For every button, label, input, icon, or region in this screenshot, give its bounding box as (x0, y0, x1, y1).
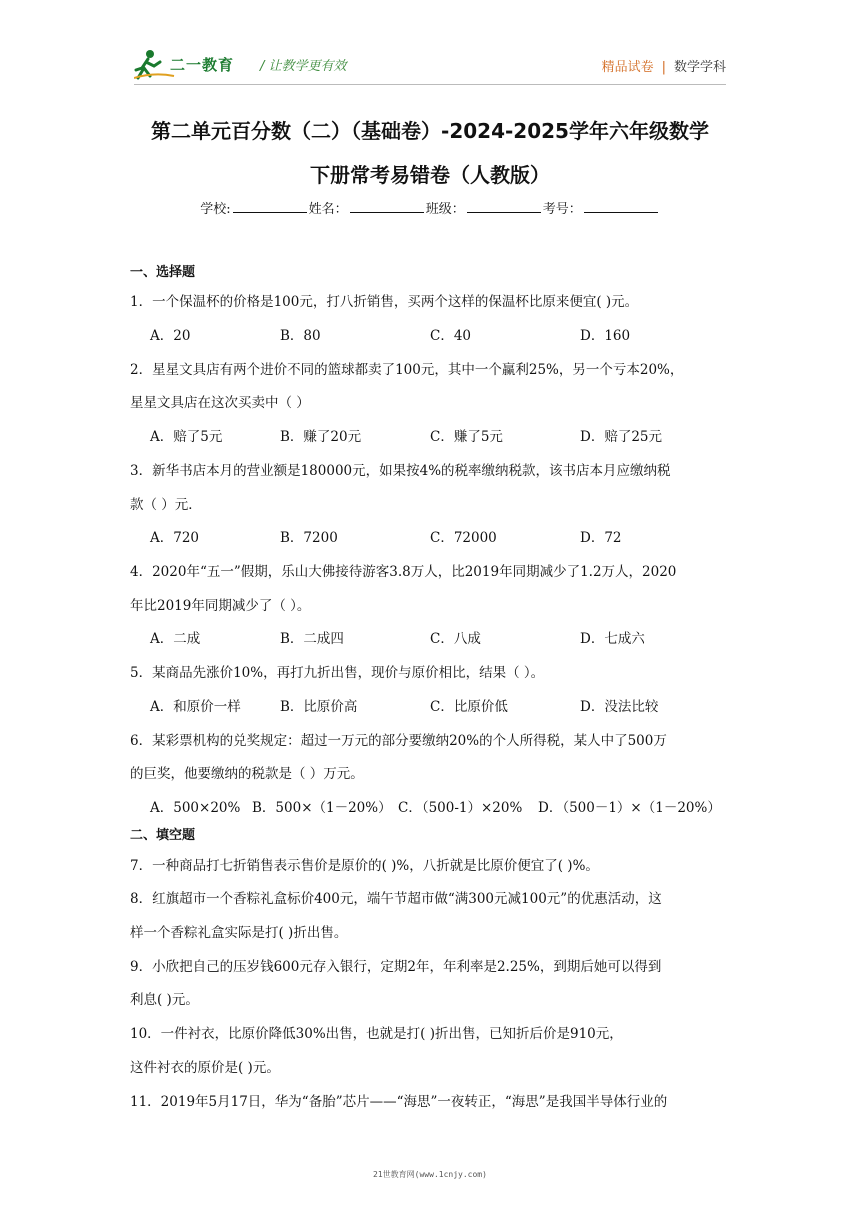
option-d: D．（500－1）×（1－20%） (538, 800, 721, 816)
option-b: B．比原价高 (280, 699, 358, 715)
quality-label: 精品试卷 (601, 60, 654, 75)
option-b: B．二成四 (280, 631, 344, 647)
question-4-line-2: 年比2019年同期减少了（ ）。 (130, 598, 311, 614)
name-label: 姓名： (308, 202, 348, 217)
question-2-line-1: 2．星星文具店有两个进价不同的篮球都卖了100元，其中一个赢利25%，另一个亏本20%， (130, 362, 684, 378)
option-c: C．72000 (430, 530, 497, 546)
subject-label: 数学学科 (673, 60, 726, 75)
section-fill: 二、填空题 (130, 828, 196, 843)
option-d: D．没法比较 (580, 699, 659, 715)
option-a: A．二成 (150, 631, 201, 647)
page-title-line-2: 下册常考易错卷（人教版） (310, 163, 550, 187)
class-blank (467, 200, 541, 213)
option-b: B．500×（1－20%） (252, 800, 392, 816)
class-label: 班级： (425, 202, 465, 217)
option-c: C．比原价低 (430, 699, 508, 715)
question-7: 7．一种商品打七折销售表示售价是原价的( )%，八折就是比原价便宜了( )%。 (130, 858, 599, 874)
option-c: C．八成 (430, 631, 481, 647)
name-blank (350, 200, 424, 213)
page-footer: 21世教育网(www.1cnjy.com) (373, 1170, 487, 1179)
option-b: B．80 (280, 328, 321, 344)
option-a: A．500×20% (150, 800, 241, 816)
question-5: 5．某商品先涨价10%，再打九折出售，现价与原价相比，结果（ ）。 (130, 665, 545, 681)
number-label: 考号： (542, 202, 582, 217)
section-choice: 一、选择题 (130, 265, 196, 280)
question-6-line-2: 的巨奖，他要缴纳的税款是（ ）万元。 (130, 766, 364, 782)
question-2-line-2: 星星文具店在这次买卖中（ ） (130, 395, 310, 411)
question-1: 1．一个保温杯的价格是100元，打八折销售，买两个这样的保温杯比原来便宜( )元。 (130, 294, 639, 310)
page-title-line-1: 第二单元百分数（二）（基础卷）-2024-2025学年六年级数学 (151, 119, 709, 143)
option-d: D．七成六 (580, 631, 645, 647)
number-blank (584, 200, 658, 213)
header-divider (134, 84, 726, 85)
option-c: C．赚了5元 (430, 429, 503, 445)
header-right (602, 56, 726, 75)
question-6-line-1: 6．某彩票机构的兑奖规定：超过一万元的部分要缴纳20%的个人所得税，某人中了500万 (130, 733, 667, 749)
option-c: C．（500-1）×20% (398, 800, 523, 816)
option-a: A．720 (150, 530, 200, 546)
question-3-line-1: 3．新华书店本月的营业额是180000元，如果按4%的税率缴纳税款，该书店本月应缴纳税 (130, 463, 671, 479)
option-a: A．和原价一样 (150, 699, 241, 715)
question-9-line-2: 利息( )元。 (130, 992, 199, 1008)
header-separator: | (661, 60, 666, 75)
student-info (0, 198, 860, 217)
option-b: B．7200 (280, 530, 338, 546)
question-10-line-2: 这件衬衣的原价是( )元。 (130, 1060, 280, 1076)
page-header (134, 42, 726, 84)
option-a: A．20 (150, 328, 191, 344)
question-11-line-1: 11．2019年5月17日，华为“备胎”芯片——“海思”一夜转正，“海思”是我国半导体行业的 (130, 1094, 668, 1110)
question-9-line-1: 9．小欣把自己的压岁钱600元存入银行，定期2年，年利率是2.25%，到期后她可以得到 (130, 959, 662, 975)
school-label: 学校: (200, 202, 231, 217)
question-10-line-1: 10．一件衬衣，比原价降低30%出售，也就是打( )折出售，已知折后价是910元， (130, 1026, 623, 1042)
option-c: C．40 (430, 328, 472, 344)
question-8-line-1: 8．红旗超市一个香粽礼盒标价400元，端午节超市做“满300元减100元”的优惠活动，这 (130, 891, 662, 907)
option-d: D．72 (580, 530, 622, 546)
option-b: B．赚了20元 (280, 429, 362, 445)
slogan: / 让教学更有效 (260, 59, 347, 74)
question-3-line-2: 款（ ）元． (130, 497, 202, 513)
question-4-line-1: 4．2020年“五一”假期，乐山大佛接待游客3.8万人，比2019年同期减少了1.2万人，2020 (130, 564, 677, 580)
school-blank (233, 200, 307, 213)
option-d: D．160 (580, 328, 631, 344)
logo-text: 二一教育 (170, 56, 235, 74)
option-d: D．赔了25元 (580, 429, 663, 445)
question-8-line-2: 样一个香粽礼盒实际是打( )折出售。 (130, 925, 348, 941)
option-a: A．赔了5元 (150, 429, 223, 445)
